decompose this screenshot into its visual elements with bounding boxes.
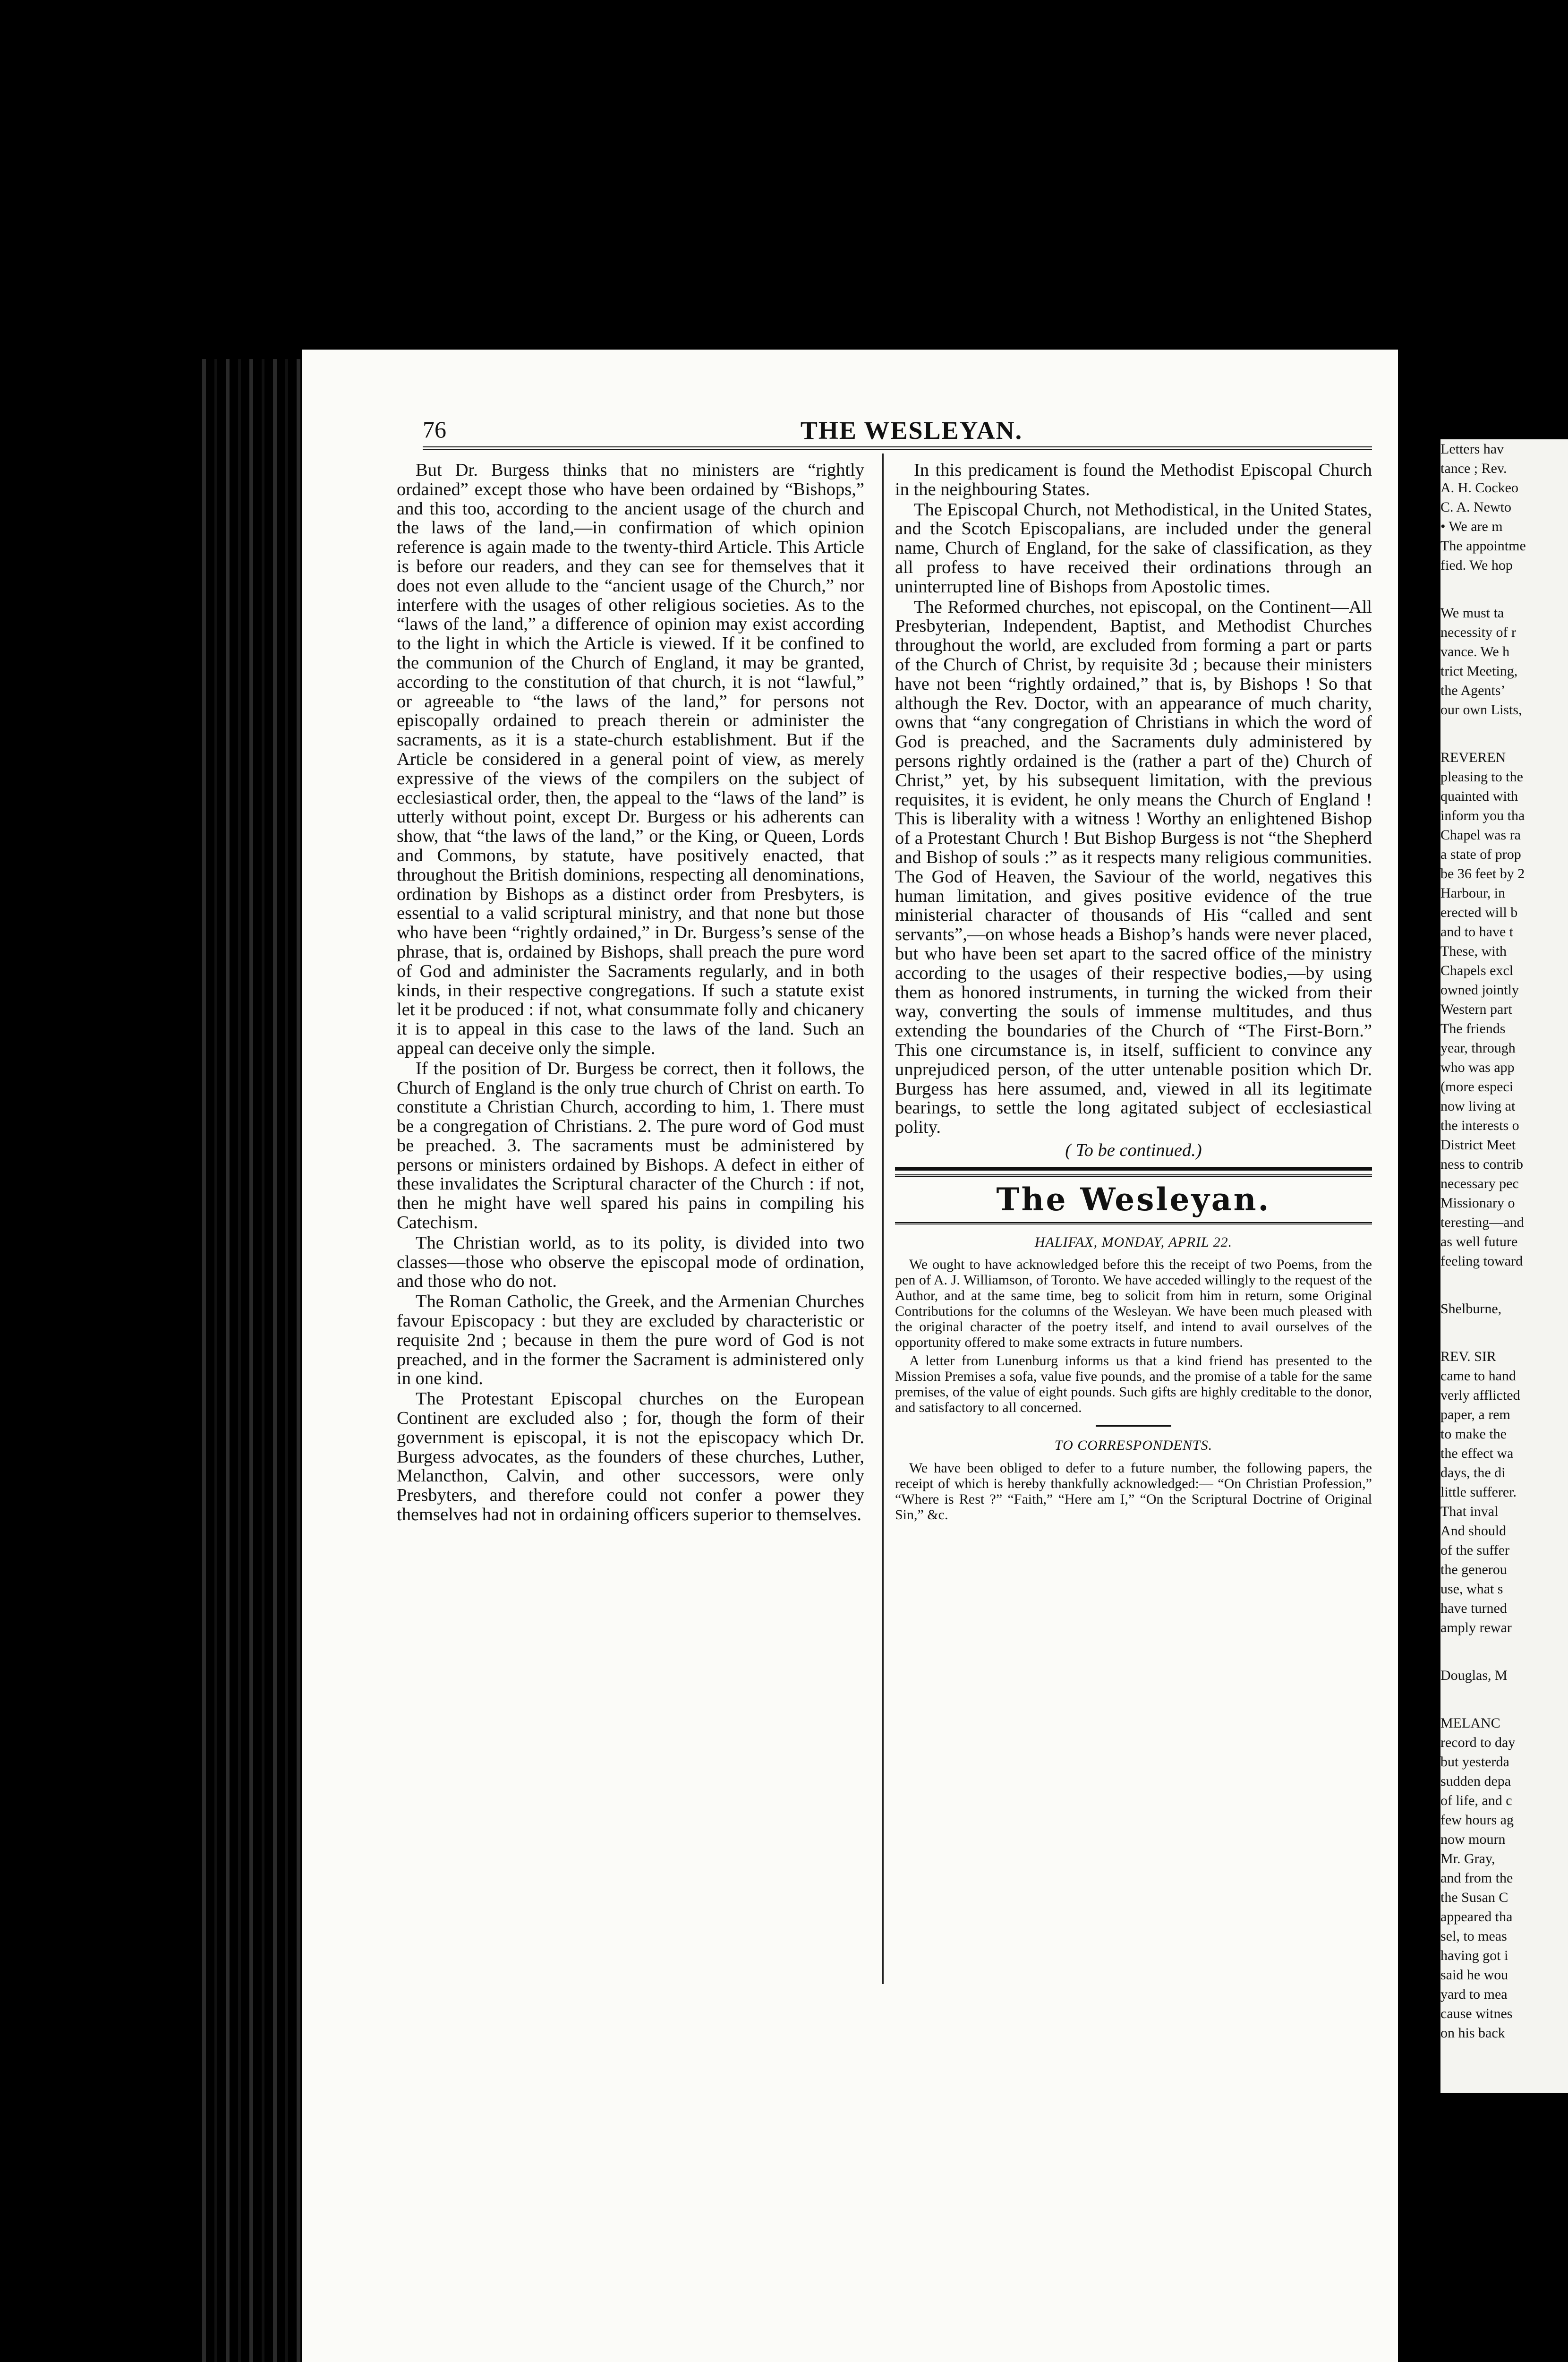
fragment-line: REV. SIR xyxy=(1440,1349,1496,1364)
fragment-line: fied. We hop xyxy=(1440,557,1513,573)
editorial-notices xyxy=(895,1257,1372,1415)
fragment-line: necessary pec xyxy=(1440,1176,1519,1191)
fragment-line: paper, a rem xyxy=(1440,1407,1510,1422)
fragment-line: yard to mea xyxy=(1440,1986,1508,2002)
fragment-line: amply rewar xyxy=(1440,1620,1512,1635)
fragment-line: (more especi xyxy=(1440,1079,1514,1095)
article-paragraph: The Protestant Episcopal churches on the European Continent are excluded also ; for, though the form of their government is episcopal, it is not the episcopacy which Dr. Burgess advocates, as the founders of these churches, Luther, Melancthon, Calvin, and other successors, were only Presbyters, and therefore could not confer a power they themselves had not in ordaining officers superior to themselves. xyxy=(397,1389,864,1525)
fragment-line: the Susan C xyxy=(1440,1890,1508,1905)
fragment-line: Western part xyxy=(1440,1001,1512,1017)
fragment-line: and to have t xyxy=(1440,924,1514,940)
fragment-line: Chapel was ra xyxy=(1440,827,1521,843)
fragment-line: the Agents’ xyxy=(1440,683,1506,698)
fragment-line: little sufferer. xyxy=(1440,1484,1517,1500)
fragment-line: use, what s xyxy=(1440,1581,1503,1597)
fragment-line: verly afflicted xyxy=(1440,1387,1520,1403)
fragment-gap xyxy=(1440,1685,1568,1713)
fragment-line: Letters hav xyxy=(1440,441,1504,457)
fragment-line: These, with xyxy=(1440,943,1507,959)
fragment-line: tance ; Rev. xyxy=(1440,461,1507,476)
fragment-line: said he wou xyxy=(1440,1967,1508,1983)
fragment-line: The friends xyxy=(1440,1021,1506,1036)
fragment-line: record to day xyxy=(1440,1735,1516,1750)
fragment-line: our own Lists, xyxy=(1440,702,1522,718)
article-paragraph: The Reformed churches, not episcopal, on the Continent—All Presbyterian, Independent, Baptist, and Methodist Churches throughout the world, are excluded from forming a part or parts of the Church of Christ, by requisite 3d ; because their ministers have not been “rightly ordained,” that is, by Bishops ! So that although the Rev. Doctor, with an appearance of much charity, owns that “any congregation of Christians in which the word of God is preached, and the Sacraments duly administered by persons rightly ordained is the (rather a part of the) Church of Christ,” yet, by his subsequent limitation, with the previous requisites, it is evident, he only means the Church of England ! This is liberality with a witness ! Worthy an enlightened Bishop of a Protestant Church ! But Bishop Burgess is not “the Shepherd and Bishop of souls :” as it respects many religious communities. The God of Heaven, the Saviour of the world, negatives this human limitation, and gives positive evidence of the true ministerial character of thousands of His “called and sent servants”,—on whose heads a Bishop’s hands were never placed, but who have been set apart to the sacred office of the ministry according to the usages of their respective bodies,—by using them as honored instruments, in turning the wicked from their way, converting the souls of immense multitudes, and thus extending the boundaries of the Church of “The First-Born.” This one circumstance is, in itself, sufficient to convince any unprejudiced person, of the utter untenable position which Dr. Burgess has here assumed, and, viewed in all its legitimate bearings, to settle the long agitated subject of ecclesiastical polity. xyxy=(895,597,1372,1138)
fragment-line: erected will b xyxy=(1440,905,1518,920)
fragment-line: to make the xyxy=(1440,1426,1507,1442)
fragment-line: teresting—and xyxy=(1440,1215,1524,1230)
fragment-line: necessity of r xyxy=(1440,625,1516,640)
dateline: HALIFAX, MONDAY, APRIL 22. xyxy=(1034,1234,1233,1250)
fragment-gap xyxy=(1440,1318,1568,1347)
fragment-line: of the suffer xyxy=(1440,1542,1510,1558)
fragment-line: the generou xyxy=(1440,1562,1507,1577)
fragment-line: cause witnes xyxy=(1440,2006,1513,2021)
fragment-line: ness to contrib xyxy=(1440,1156,1523,1172)
fragment-line: but yesterda xyxy=(1440,1754,1509,1770)
fragment-line: now mourn xyxy=(1440,1831,1506,1847)
fragment-gap xyxy=(1440,575,1568,603)
right-column xyxy=(895,461,1372,1525)
fragment-line: That inval xyxy=(1440,1504,1499,1519)
fragment-line: inform you tha xyxy=(1440,808,1525,823)
fragment-line: came to hand xyxy=(1440,1368,1516,1384)
fragment-line: We must ta xyxy=(1440,605,1504,621)
notice-paragraph: We ought to have acknowledged before this the receipt of two Poems, from the pen of A. J. Williamson, of Toronto. We have acceded willingly to the request of the Author, and at the same time, beg to solicit from him in return, some Original Contributions for the columns of the Wesleyan. We have been much pleased with the original character of the poetry itself, and intend to avail ourselves of the opportunity offered to make some extracts in future numbers. xyxy=(895,1257,1372,1351)
adjacent-page-fragment xyxy=(1440,439,1568,2093)
fragment-line: Douglas, M xyxy=(1440,1668,1508,1683)
fragment-line: a state of prop xyxy=(1440,847,1521,862)
fragment-line: sudden depa xyxy=(1440,1773,1511,1789)
fragment-line: trict Meeting, xyxy=(1440,663,1518,679)
to-be-continued: ( To be continued.) xyxy=(1065,1140,1202,1160)
fragment-line: The appointme xyxy=(1440,538,1526,554)
fragment-line: sel, to meas xyxy=(1440,1928,1507,1944)
notice-paragraph: A letter from Lunenburg informs us that a kind friend has presented to the Mission Premises a sofa, value five pounds, and the promise of a table for the same premises, of the value of eight pounds. Such gifts are highly creditable to the donor, and satisfactory to all concerned. xyxy=(895,1353,1372,1416)
fragment-line: days, the di xyxy=(1440,1465,1506,1481)
fragment-line: the effect wa xyxy=(1440,1446,1514,1461)
fragment-gap xyxy=(1440,1637,1568,1666)
fragment-line: Missionary o xyxy=(1440,1195,1515,1211)
section-rule xyxy=(895,1167,1372,1171)
article-paragraph: The Christian world, as to its polity, is divided into two classes—those who observe the episcopal mode of ordination, and those who do not. xyxy=(397,1232,864,1292)
page-number: 76 xyxy=(423,416,446,443)
fragment-line: C. A. Newto xyxy=(1440,499,1511,515)
fragment-line: Harbour, in xyxy=(1440,885,1506,901)
fragment-line: appeared tha xyxy=(1440,1909,1513,1925)
fragment-line: the interests o xyxy=(1440,1118,1519,1133)
running-title: THE WESLEYAN. xyxy=(800,416,1023,445)
header-rule xyxy=(423,446,1372,450)
fragment-line: have turned xyxy=(1440,1600,1507,1616)
fragment-line: and from the xyxy=(1440,1870,1513,1886)
fragment-line: owned jointly xyxy=(1440,982,1519,998)
article-paragraph: But Dr. Burgess thinks that no ministers are “rightly ordained” except those who have been ordained by “Bishops,” and this too, according to the ancient usage of the church and the laws of the land,—in confirmation of which opinion reference is again made to the twenty-third Article. This Article is before our readers, and they can see for themselves that it does not even allude to the “ancient usage of the Church,” nor interfere with the usages of other religious societies. As to the “laws of the land,” a difference of opinion may exist according to the light in which the Article is viewed. If it be confined to the communion of the Church of England, it may be granted, according to the constitution of that church, it is not “lawful,” or agreeable to “the laws of the land,” for persons not episcopally ordained to preach therein or administer the sacraments, as it is a state-church establishment. But if the Article be considered in a general point of view, as merely expressive of the views of the compilers on the subject of ecclesiastical order, then, the appeal to the “laws of the land” is utterly without point, except Dr. Burgess or his adherents can show, that “the laws of the land,” or the King, or Queen, Lords and Commons, by statute, have positively enacted, that throughout the British dominions, respecting all denominations, ordination by Bishops as a distinct order from Presbyters, is essential to a valid scriptural ministry, and that none but those who have been “rightly ordained,” in Dr. Burgess’s sense of the phrase, that is, ordained by Bishops, shall preach the pure word of God and administer the Sacraments regularly, and in both kinds, in their respective congregations. If such a statute exist let it be produced : if not, what consummate folly and chicanery it is to appeal in this case to the laws of the land. Such an appeal can deceive only the simple. xyxy=(397,460,864,1058)
masthead: The Wesleyan. xyxy=(895,1174,1372,1224)
article-paragraph: In this predicament is found the Methodist Episcopal Church in the neighbouring States. xyxy=(895,460,1372,499)
fragment-line: A. H. Cockeo xyxy=(1440,480,1518,496)
fragment-line: And should xyxy=(1440,1523,1507,1539)
fragment-line: Shelburne, xyxy=(1440,1301,1502,1317)
fragment-line: District Meet xyxy=(1440,1137,1516,1153)
fragment-gap xyxy=(1440,1271,1568,1299)
fragment-line: Chapels excl xyxy=(1440,963,1514,978)
correspondents-text: We have been obliged to defer to a future number, the following papers, the receipt of which is hereby thankfully acknowledged:— “On Christian Profession,” “Where is Rest ?” “Faith,” “Here am I,” “On the Scriptural Doctrine of Original Sin,” &c. xyxy=(895,1460,1372,1523)
fragment-line: vance. We h xyxy=(1440,644,1510,659)
fragment-line: as well future xyxy=(1440,1234,1518,1249)
article-paragraph: If the position of Dr. Burgess be correct, then it follows, the Church of England is the only true church of Christ on earth. To constitute a Christian Church, according to him, 1. There must be a congregation of Christians. 2. The pure word of God must be preached. 3. The sacraments must be administered by persons or ministers ordained by Bishops. A defect in either of these invalidates the Scriptural character of the Church : if not, then he might have well spared his pains in compiling his Catechism. xyxy=(397,1058,864,1233)
page-header xyxy=(423,416,1400,444)
fragment-line: having got i xyxy=(1440,1948,1508,1963)
fragment-line: feeling toward xyxy=(1440,1253,1523,1269)
fragment-line: few hours ag xyxy=(1440,1812,1514,1828)
fragment-line: of life, and c xyxy=(1440,1793,1512,1808)
fragment-line: quainted with xyxy=(1440,788,1518,804)
left-column xyxy=(397,461,864,1525)
book-binding-edge xyxy=(194,359,312,2362)
fragment-line: be 36 feet by 2 xyxy=(1440,866,1525,881)
correspondents-heading: TO CORRESPONDENTS. xyxy=(1054,1438,1213,1454)
article-paragraph: The Episcopal Church, not Methodistical, in the United States, and the Scotch Episcopalians, are included under the general name, Church of England, for the sake of classification, as they all profess to have received their ordinations through an uninterrupted line of Bishops from Apostolic times. xyxy=(895,499,1372,597)
fragment-line: Mr. Gray, xyxy=(1440,1851,1495,1866)
short-rule xyxy=(1096,1425,1171,1427)
fragment-line: pleasing to the xyxy=(1440,769,1523,785)
article-paragraph: The Roman Catholic, the Greek, and the Armenian Churches favour Episcopacy : but they are excluded by characteristic or requisite 2nd ; because in them the pure word of God is not preached, and in the former the Sacrament is administered only in one kind. xyxy=(397,1292,864,1389)
fragment-gap xyxy=(1440,719,1568,748)
fragment-line: who was app xyxy=(1440,1060,1515,1075)
fragment-line: on his back xyxy=(1440,2025,1505,2041)
fragment-line: year, through xyxy=(1440,1040,1516,1056)
fragment-line: now living at xyxy=(1440,1098,1516,1114)
fragment-line: MELANC xyxy=(1440,1715,1500,1731)
correspondents-section xyxy=(895,1460,1372,1523)
fragment-line: REVEREN xyxy=(1440,750,1506,765)
column-divider xyxy=(882,454,884,1984)
fragment-line: • We are m xyxy=(1440,519,1503,534)
